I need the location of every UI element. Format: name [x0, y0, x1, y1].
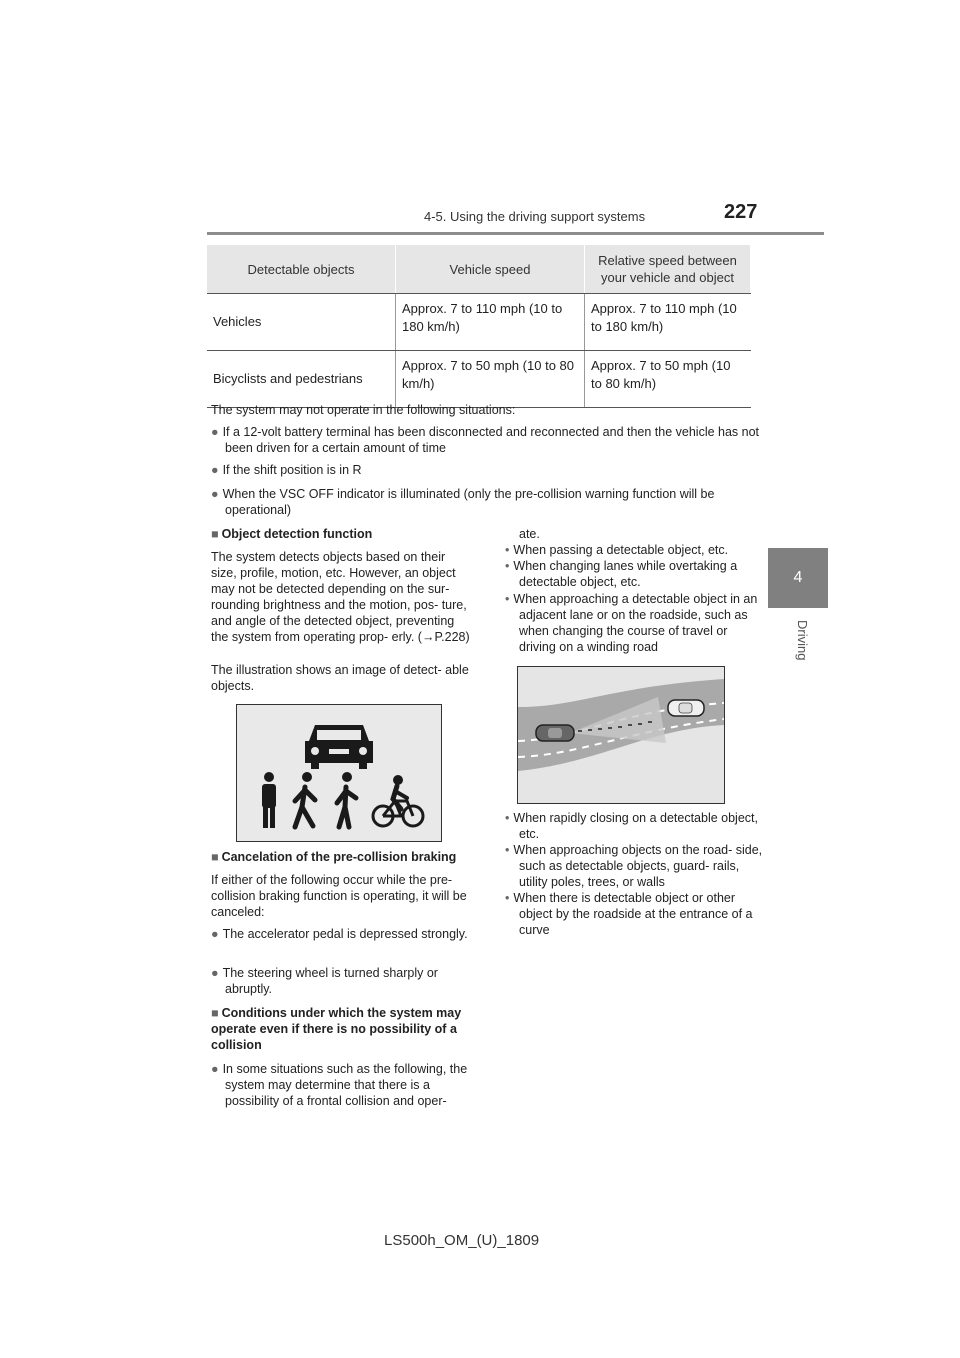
list-item-text: The accelerator pedal is depressed strongly. [222, 927, 468, 941]
bullet-icon: ● [211, 966, 219, 980]
list-item [505, 810, 765, 842]
list-item [505, 842, 765, 890]
detected-vehicle-icon [668, 700, 704, 716]
list-item-text: When there is detectable object or other object by the roadside at the entrance of a curve [513, 891, 753, 937]
table-header: Detectable objects [207, 245, 396, 294]
cancelation-text: If either of the following occur while the pre-collision braking function is operating, it will be canceled: [211, 873, 467, 919]
table-header: Relative speed between your vehicle and object [585, 245, 751, 294]
list-item [211, 965, 487, 997]
table-cell: Approx. 7 to 50 mph (10 to 80 km/h) [585, 351, 751, 408]
dot-bullet: • [505, 843, 510, 857]
page-number: 227 [724, 201, 758, 223]
detectable-objects-illustration [236, 704, 442, 842]
list-item-text: When rapidly closing on a detectable object, etc. [513, 811, 758, 841]
conditions-heading: ■ Conditions under which the system may operate even if there is no possibility of a collision [211, 1006, 462, 1052]
chapter-number: 4 [793, 569, 803, 586]
walking-pedestrian-icon [295, 772, 315, 827]
square-bullet-icon: ■ [211, 1006, 219, 1020]
bullet-icon: ● [211, 1062, 219, 1076]
dot-bullet: • [505, 592, 510, 606]
curved-road-graphic [518, 667, 724, 803]
detectable-objects-table [207, 245, 751, 408]
dot-bullet: • [505, 811, 510, 825]
list-item-text: When approaching objects on the road- side, such as detectable objects, guard- rails, utility poles, trees, or walls [513, 843, 763, 889]
list-item-text: When changing lanes while overtaking a detectable object, etc. [513, 559, 738, 589]
list-item [211, 462, 765, 478]
table-row [207, 294, 751, 351]
table-header: Vehicle speed [396, 245, 585, 294]
list-item [505, 558, 765, 590]
own-vehicle-icon [536, 725, 574, 741]
continuation-text: ate. [519, 527, 540, 541]
table-row [207, 351, 751, 408]
bullet-icon: ● [211, 927, 219, 941]
table-cell: Vehicles [207, 294, 396, 351]
bullet-icon: ● [211, 487, 219, 501]
bullet-icon: ● [211, 425, 219, 439]
list-item [505, 890, 765, 938]
section-title: 4-5. Using the driving support systems [424, 209, 646, 224]
list-item-text: When the VSC OFF indicator is illuminated (only the pre-collision warning function will be operational) [222, 487, 715, 517]
list-item-text: When approaching a detectable object in an adjacent lane or on the roadside, such as when changing the course of travel or driving on a winding road [513, 592, 758, 654]
list-item [211, 424, 765, 456]
list-item-text: The steering wheel is turned sharply or abruptly. [222, 966, 438, 996]
table-cell: Approx. 7 to 50 mph (10 to 80 km/h) [396, 351, 585, 408]
list-item [505, 542, 765, 558]
car-icon [305, 725, 373, 769]
illustration-caption: The illustration shows an image of detect- able objects. [211, 663, 469, 693]
dot-bullet: • [505, 559, 510, 573]
bullet-icon: ● [211, 463, 219, 477]
intro-text: The system may not operate in the following situations: [211, 403, 516, 417]
curved-road-illustration [517, 666, 725, 804]
dot-bullet: • [505, 891, 510, 905]
table-cell: Bicyclists and pedestrians [207, 351, 396, 408]
square-bullet-icon: ■ [211, 850, 219, 864]
list-item-text: When passing a detectable object, etc. [513, 543, 729, 557]
pedestrian-icon [262, 772, 276, 828]
dot-bullet: • [505, 543, 510, 557]
footer-code: LS500h_OM_(U)_1809 [384, 1232, 540, 1249]
table-cell: Approx. 7 to 110 mph (10 to 180 km/h) [396, 294, 585, 351]
chapter-label: Driving [795, 620, 810, 661]
bicyclist-icon [373, 775, 423, 826]
list-item-text: In some situations such as the following, the system may determine that there is a possibility of a frontal collision and oper- [222, 1062, 468, 1108]
list-item [505, 591, 765, 655]
object-detection-text: The system detects objects based on their size, profile, motion, etc. However, an object may not be detected depending on the sur- rounding brightness and the motion, pos- ture, and angle of the detected object, preventing the system from operating prop- erly. (→P.228) [211, 550, 470, 644]
table-header-row [207, 245, 751, 294]
cancelation-heading: ■ Cancelation of the pre-collision braking [211, 850, 457, 864]
header-rule [207, 232, 824, 235]
table-cell: Approx. 7 to 110 mph (10 to 180 km/h) [585, 294, 751, 351]
list-item [211, 1061, 487, 1109]
list-item [211, 486, 765, 518]
detectable-objects-graphic [237, 705, 441, 841]
object-detection-heading: ■ Object detection function [211, 527, 373, 541]
list-item-text: If the shift position is in R [222, 463, 362, 477]
chapter-tab [768, 548, 828, 608]
list-item-text: If a 12-volt battery terminal has been disconnected and reconnected and then the vehicle has not been driven for a certain amount of time [222, 425, 760, 455]
pedestrian-side-icon [337, 772, 356, 827]
square-bullet-icon: ■ [211, 527, 219, 541]
list-item [211, 926, 487, 942]
